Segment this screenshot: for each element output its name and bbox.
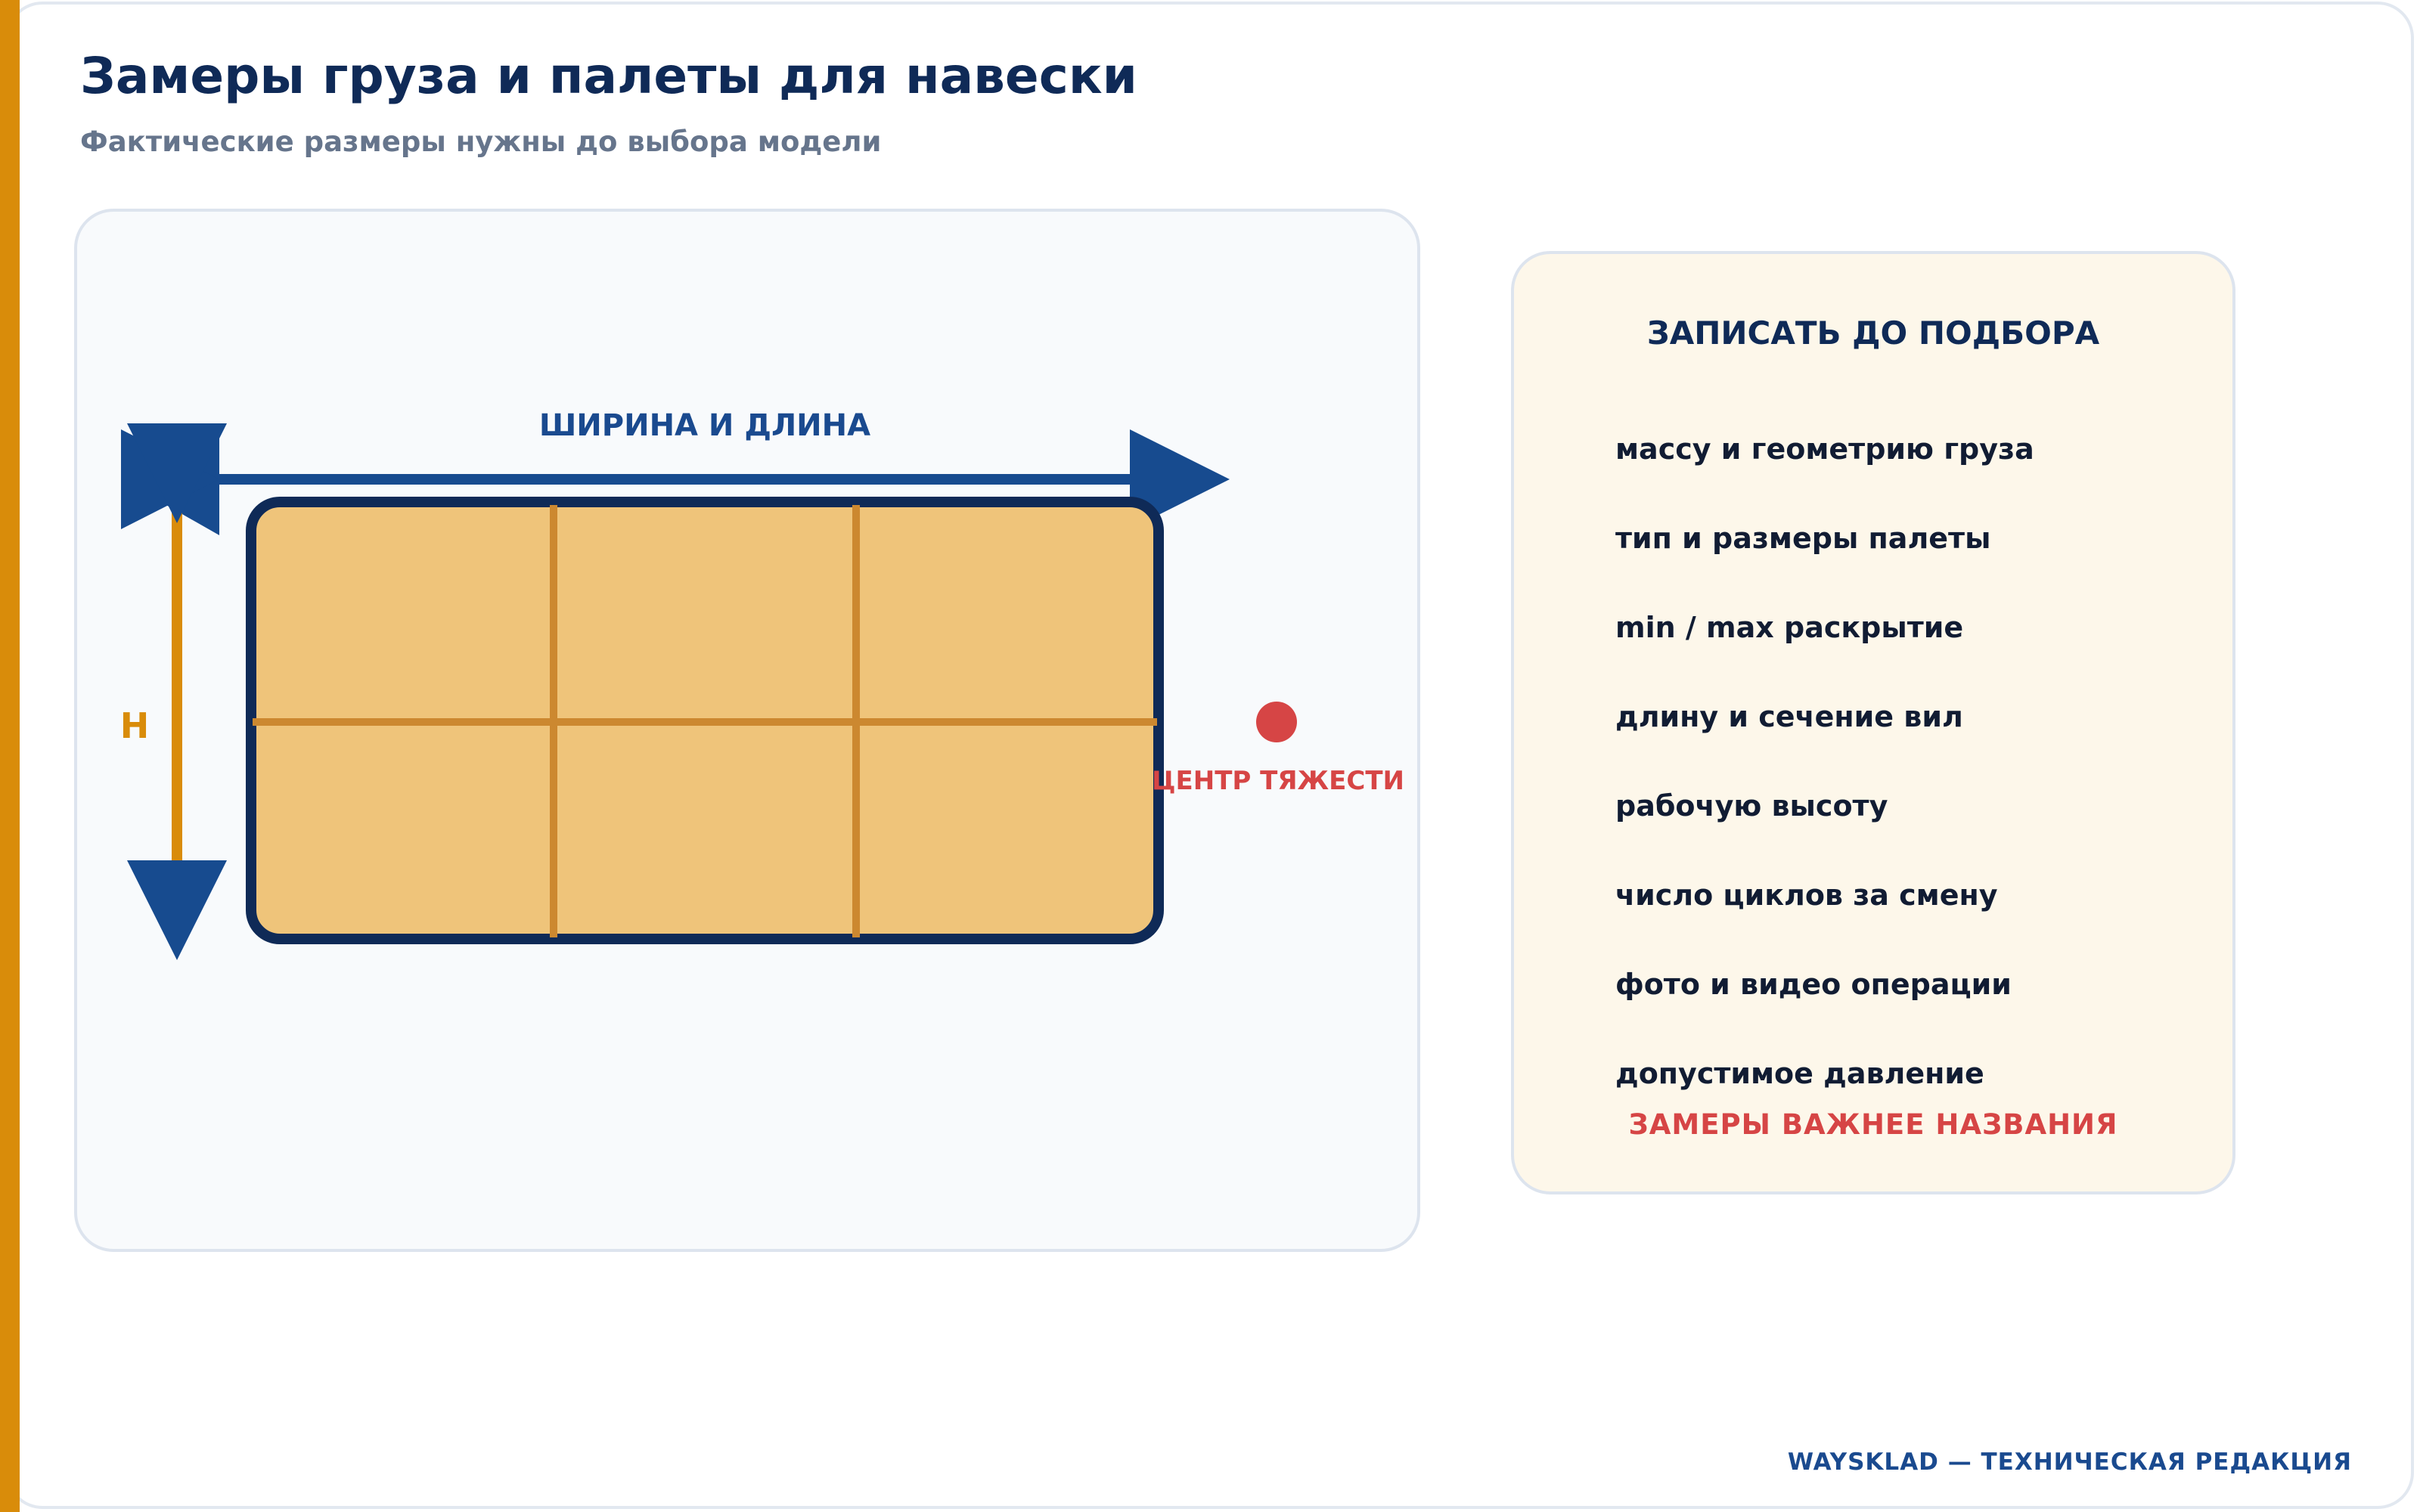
width-length-label: ШИРИНА И ДЛИНА	[538, 408, 871, 443]
checklist-panel	[1511, 251, 2235, 1194]
center-of-gravity-label: ЦЕНТР ТЯЖЕСТИ	[1152, 766, 1404, 796]
height-arrow-bottom-head	[127, 860, 227, 960]
checklist-item: min / max раскрытие	[1615, 611, 1964, 644]
page-title: Замеры груза и палеты для навески	[80, 47, 1137, 105]
footer-credit: WAYSKLAD — ТЕХНИЧЕСКАЯ РЕДАКЦИЯ	[1787, 1448, 2352, 1476]
checklist-item: массу и геометрию груза	[1615, 432, 2034, 466]
page-subtitle: Фактические размеры нужны до выбора модели	[80, 125, 882, 158]
checklist-note: ЗАМЕРЫ ВАЖНЕЕ НАЗВАНИЯ	[1628, 1108, 2118, 1141]
height-label: H	[119, 705, 150, 746]
checklist-item: рабочую высоту	[1615, 789, 1888, 823]
checklist-item: фото и видео операции	[1615, 968, 2012, 1001]
center-of-gravity-dot	[1256, 702, 1297, 742]
checklist-item: тип и размеры палеты	[1615, 522, 1991, 555]
checklist-title: ЗАПИСАТЬ ДО ПОДБОРА	[1646, 314, 2100, 352]
checklist-item: число циклов за смену	[1615, 878, 1998, 912]
checklist-item: длину и сечение вил	[1615, 700, 1963, 733]
checklist	[1615, 434, 2034, 1148]
checklist-item: допустимое давление	[1615, 1057, 1984, 1090]
